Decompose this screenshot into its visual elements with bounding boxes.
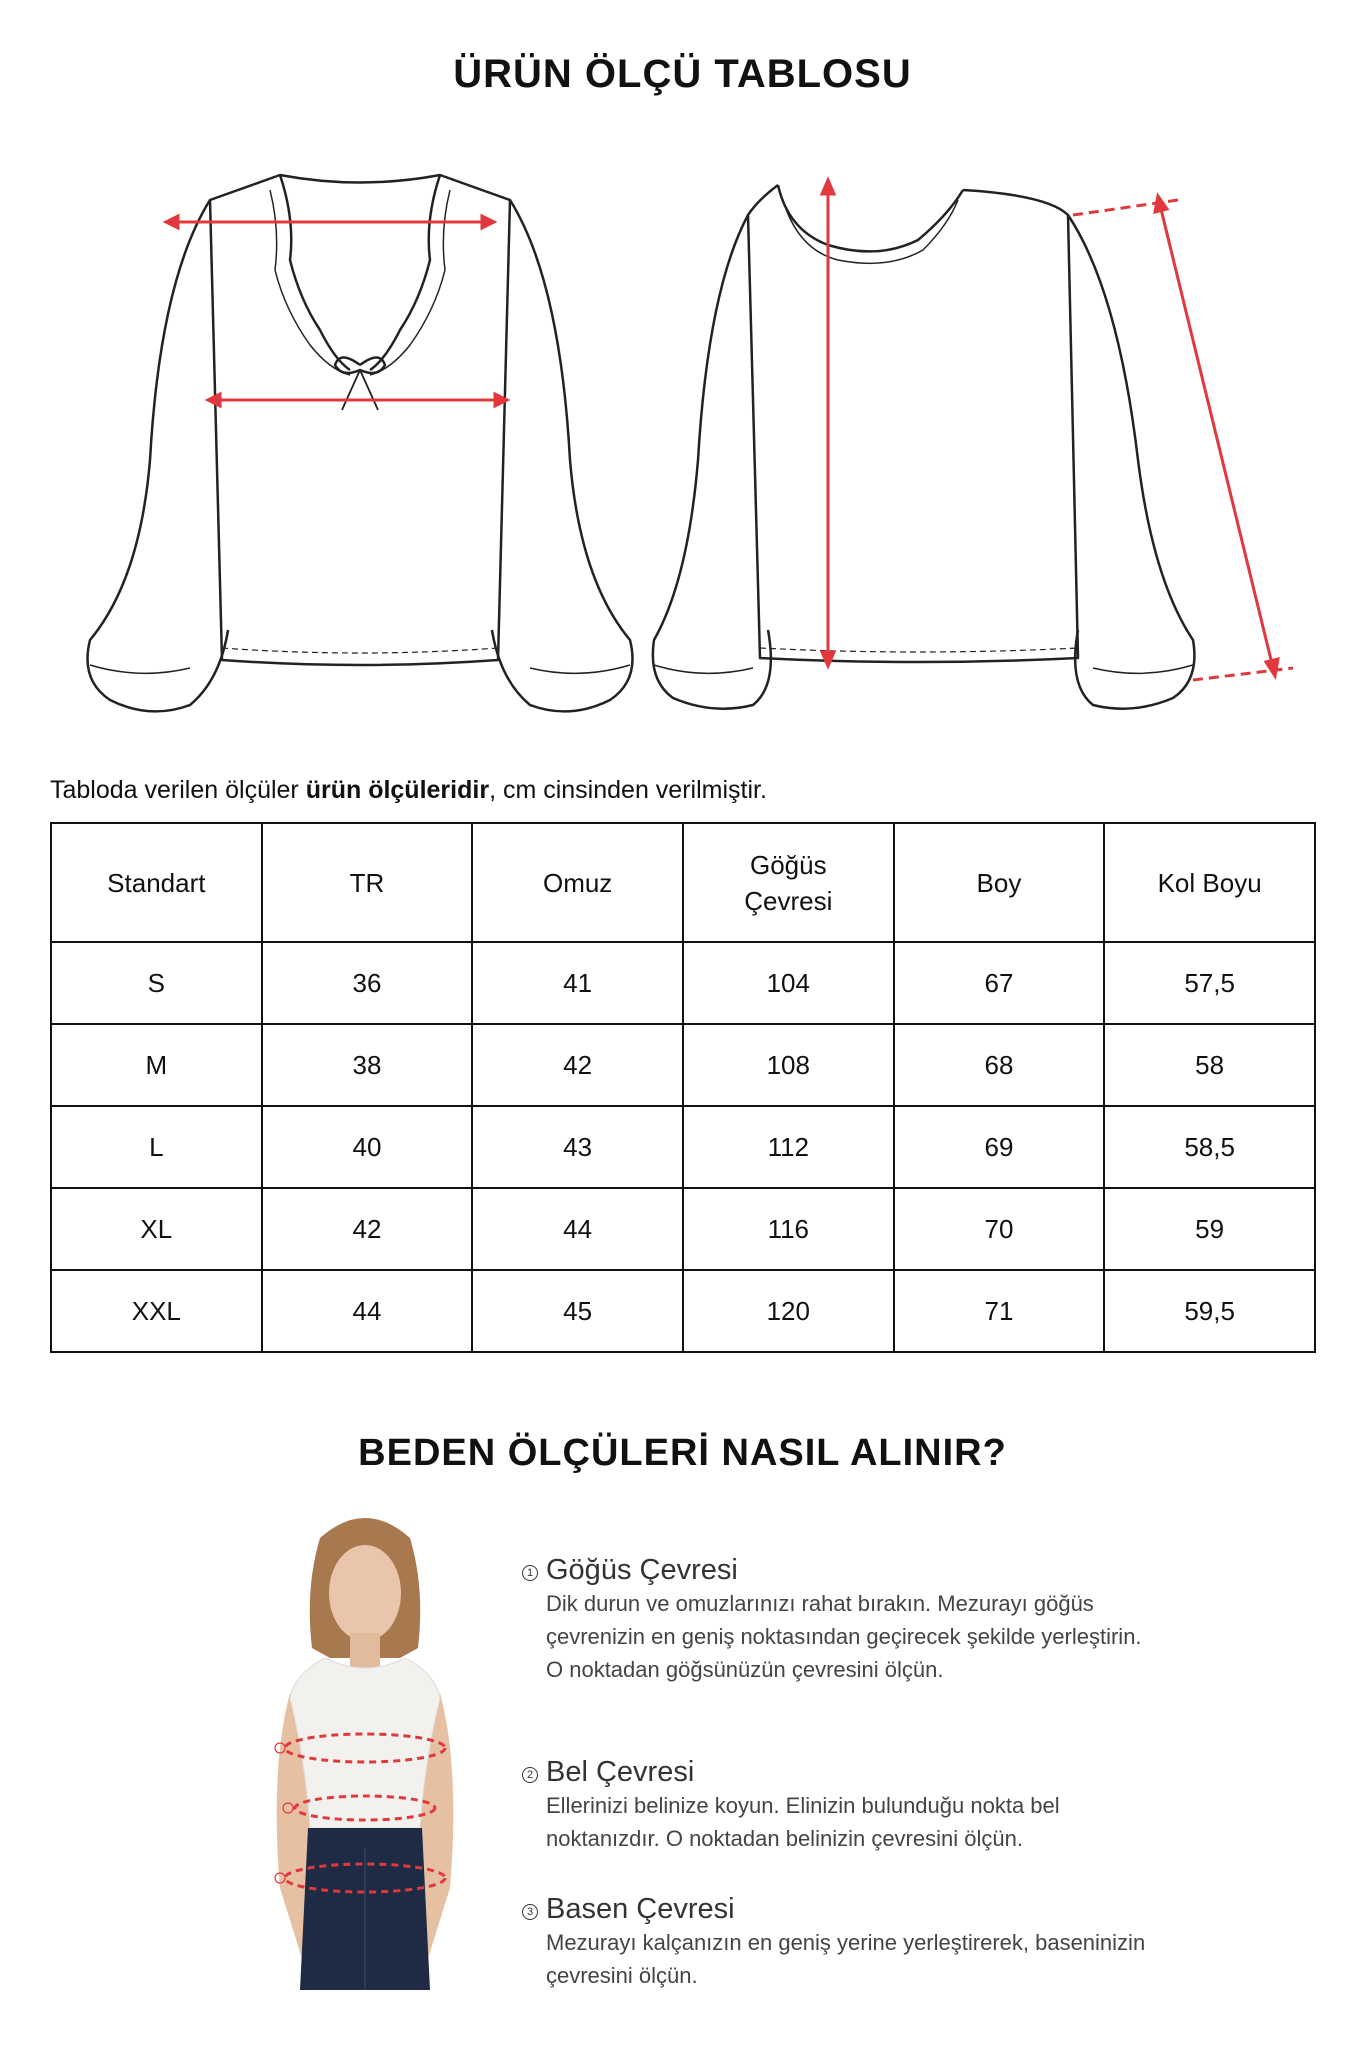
guide-title: Basen Çevresi bbox=[546, 1893, 735, 1925]
measurement-note: Tabloda verilen ölçüler ürün ölçüleridir, cm cinsinden verilmiştir. bbox=[50, 776, 767, 804]
table-cell: 71 bbox=[894, 1270, 1105, 1352]
table-cell: 112 bbox=[683, 1106, 894, 1188]
table-cell: 38 bbox=[262, 1024, 473, 1106]
table-cell: 43 bbox=[472, 1106, 683, 1188]
table-row bbox=[51, 942, 1315, 1024]
table-row bbox=[51, 1188, 1315, 1270]
size-table bbox=[50, 822, 1316, 1353]
header-boy: Boy bbox=[894, 823, 1105, 942]
header-omuz: Omuz bbox=[472, 823, 683, 942]
table-cell: S bbox=[51, 942, 262, 1024]
table-cell: 59 bbox=[1104, 1188, 1315, 1270]
step-number-1: 1 bbox=[522, 1565, 538, 1581]
guide-text: Dik durun ve omuzlarınızı rahat bırakın. Mezurayı göğüs çevrenizin en geniş noktasından geçirecek şekilde yerleştirin. O noktadan göğsünüzün çevresini ölçün. bbox=[546, 1591, 1142, 1682]
guide-waist bbox=[522, 1756, 1162, 1855]
header-standart: Standart bbox=[51, 823, 262, 942]
header-tr: TR bbox=[262, 823, 473, 942]
table-cell: 68 bbox=[894, 1024, 1105, 1106]
step-number-3: 3 bbox=[522, 1904, 538, 1920]
table-row bbox=[51, 1270, 1315, 1352]
table-cell: 42 bbox=[472, 1024, 683, 1106]
table-cell: M bbox=[51, 1024, 262, 1106]
blouse-back-sketch bbox=[648, 160, 1308, 720]
table-cell: XXL bbox=[51, 1270, 262, 1352]
guide-text: Ellerinizi belinize koyun. Elinizin bulunduğu nokta bel noktanızdır. O noktadan belinizin çevresini ölçün. bbox=[546, 1793, 1060, 1851]
page-title: ÜRÜN ÖLÇÜ TABLOSU bbox=[453, 52, 912, 96]
table-cell: 44 bbox=[262, 1270, 473, 1352]
table-cell: 40 bbox=[262, 1106, 473, 1188]
guide-title: Göğüs Çevresi bbox=[546, 1554, 738, 1586]
step-number-2: 2 bbox=[522, 1767, 538, 1783]
guide-text: Mezurayı kalçanızın en geniş yerine yerleştirerek, baseninizin çevresini ölçün. bbox=[546, 1930, 1146, 1988]
how-to-measure-title: BEDEN ÖLÇÜLERİ NASIL ALINIR? bbox=[358, 1432, 1007, 1474]
table-cell: 42 bbox=[262, 1188, 473, 1270]
header-kol-boyu: Kol Boyu bbox=[1104, 823, 1315, 942]
table-cell: 70 bbox=[894, 1188, 1105, 1270]
table-cell: 58,5 bbox=[1104, 1106, 1315, 1188]
guide-chest bbox=[522, 1554, 1162, 1686]
table-cell: 45 bbox=[472, 1270, 683, 1352]
table-row bbox=[51, 1024, 1315, 1106]
table-cell: 59,5 bbox=[1104, 1270, 1315, 1352]
model-illustration bbox=[250, 1508, 480, 1990]
table-cell: 67 bbox=[894, 942, 1105, 1024]
table-cell: 36 bbox=[262, 942, 473, 1024]
table-cell: 41 bbox=[472, 942, 683, 1024]
table-cell: L bbox=[51, 1106, 262, 1188]
table-cell: 104 bbox=[683, 942, 894, 1024]
guide-title: Bel Çevresi bbox=[546, 1756, 695, 1788]
blouse-front-sketch bbox=[80, 160, 640, 720]
table-cell: 69 bbox=[894, 1106, 1105, 1188]
table-header-row bbox=[51, 823, 1315, 942]
header-gogus-cevresi: Göğüs Çevresi bbox=[683, 823, 894, 942]
table-cell: 58 bbox=[1104, 1024, 1315, 1106]
table-cell: 116 bbox=[683, 1188, 894, 1270]
table-row bbox=[51, 1106, 1315, 1188]
guide-hip bbox=[522, 1893, 1162, 1992]
table-cell: XL bbox=[51, 1188, 262, 1270]
table-cell: 44 bbox=[472, 1188, 683, 1270]
table-cell: 57,5 bbox=[1104, 942, 1315, 1024]
table-cell: 120 bbox=[683, 1270, 894, 1352]
table-cell: 108 bbox=[683, 1024, 894, 1106]
